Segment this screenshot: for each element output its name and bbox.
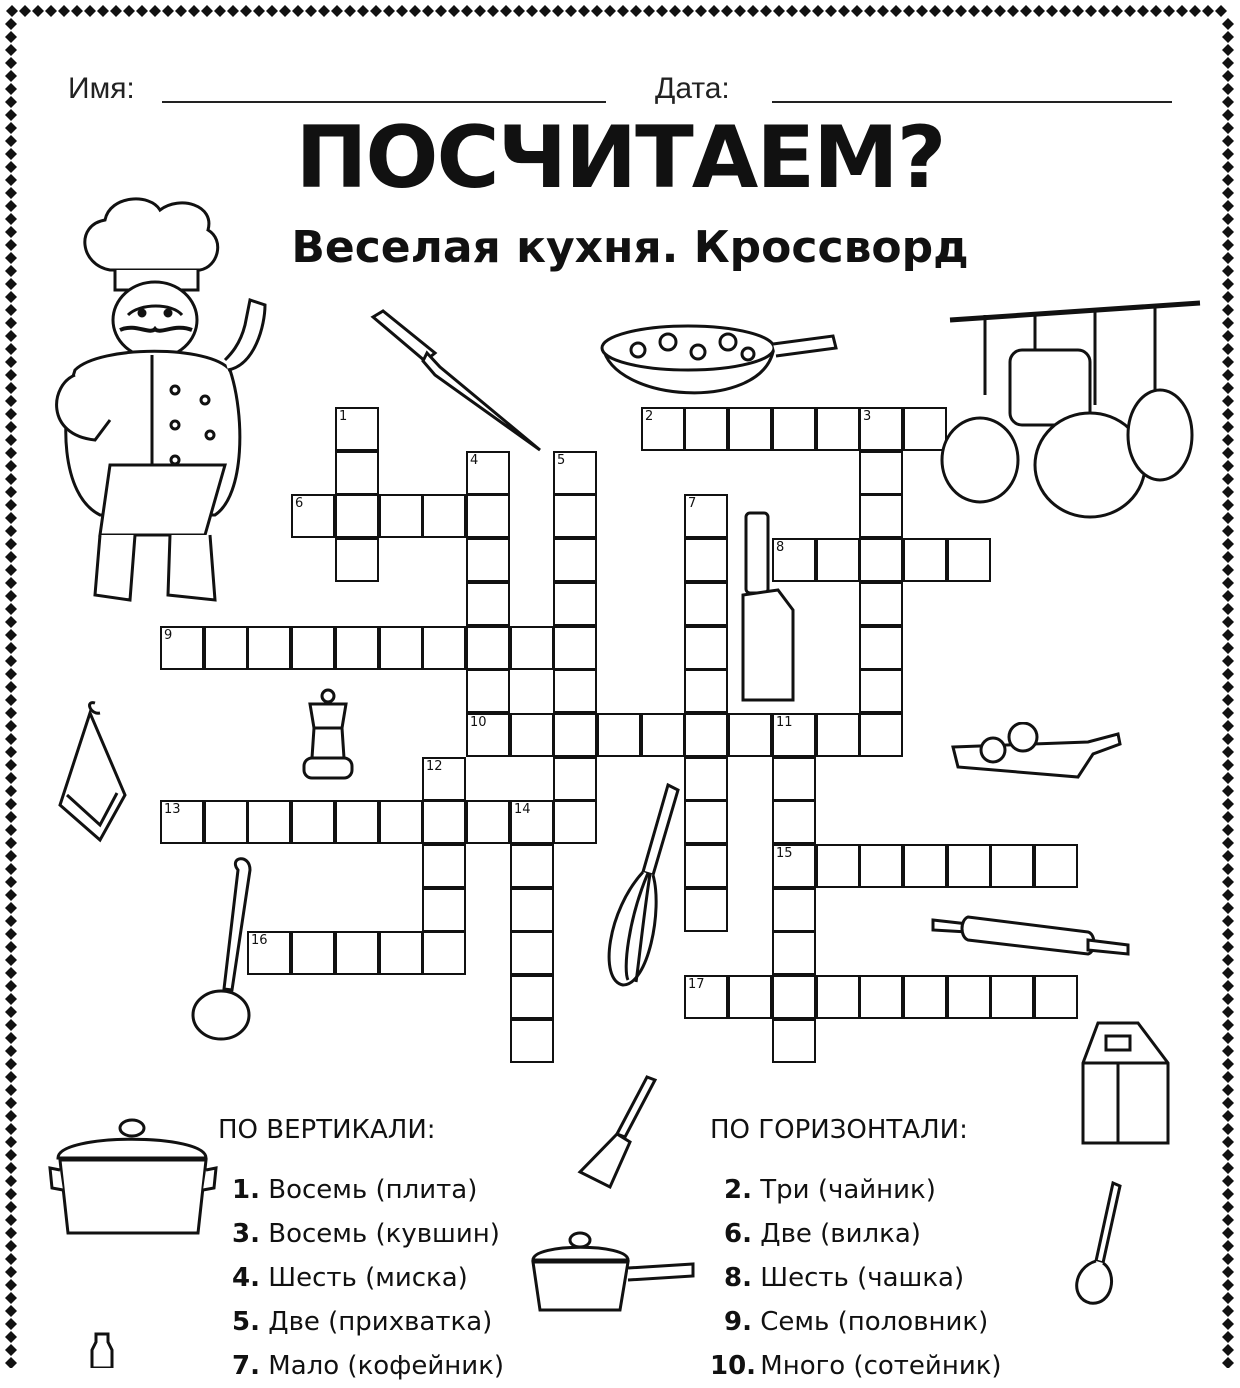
page-subtitle: Веселая кухня. Кроссворд	[291, 222, 969, 273]
crossword-cell[interactable]	[859, 975, 903, 1019]
crossword-cell[interactable]	[859, 626, 903, 670]
crossword-cell[interactable]	[859, 451, 903, 495]
crossword-cell[interactable]	[1034, 975, 1078, 1019]
crossword-cell[interactable]	[335, 494, 379, 538]
cell-number: 17	[688, 977, 705, 992]
crossword-cell[interactable]	[772, 888, 816, 932]
clue-text: Шесть (миска)	[268, 1263, 468, 1293]
crossword-cell[interactable]	[684, 713, 728, 757]
crossword-cell[interactable]	[684, 538, 728, 582]
crossword-cell[interactable]	[466, 451, 510, 495]
cell-number: 12	[426, 759, 443, 774]
cell-number: 8	[776, 540, 785, 555]
crossword-cell[interactable]	[816, 538, 860, 582]
clue-number: 2.	[724, 1175, 752, 1205]
crossword-cell[interactable]	[903, 975, 947, 1019]
crossword-cell[interactable]	[903, 844, 947, 888]
down-clue	[228, 1212, 504, 1256]
crossword-cell[interactable]	[466, 669, 510, 713]
crossword-cell[interactable]	[947, 844, 991, 888]
clue-number: 8.	[724, 1263, 752, 1293]
crossword-cell[interactable]	[684, 888, 728, 932]
down-clue	[228, 1300, 504, 1344]
crossword-cell[interactable]	[335, 626, 379, 670]
crossword-cell[interactable]	[422, 626, 466, 670]
crossword-cell[interactable]	[684, 626, 728, 670]
crossword-cell[interactable]	[422, 844, 466, 888]
crossword-cell[interactable]	[990, 975, 1034, 1019]
crossword-cell[interactable]	[510, 931, 554, 975]
crossword-cell[interactable]	[859, 669, 903, 713]
crossword-cell[interactable]	[641, 407, 685, 451]
crossword-cell[interactable]	[947, 538, 991, 582]
down-clue	[228, 1168, 504, 1212]
crossword-cell[interactable]	[728, 713, 772, 757]
crossword-cell[interactable]	[816, 713, 860, 757]
crossword-cell[interactable]	[291, 626, 335, 670]
crossword-cell[interactable]	[553, 669, 597, 713]
crossword-cell[interactable]	[160, 626, 204, 670]
crossword-cell[interactable]	[510, 626, 554, 670]
crossword-cell[interactable]	[379, 931, 423, 975]
crossword-cell[interactable]	[903, 538, 947, 582]
crossword-cell[interactable]	[772, 975, 816, 1019]
crossword-cell[interactable]	[335, 931, 379, 975]
clue-number: 7.	[232, 1351, 260, 1381]
crossword-cell[interactable]	[466, 538, 510, 582]
crossword-cell[interactable]	[422, 757, 466, 801]
across-clue	[710, 1212, 1002, 1256]
knife-illustration	[365, 305, 550, 455]
clue-number: 4.	[232, 1263, 260, 1293]
crossword-cell[interactable]	[816, 844, 860, 888]
crossword-cell[interactable]	[379, 626, 423, 670]
crossword-cell[interactable]	[597, 713, 641, 757]
crossword-cell[interactable]	[859, 844, 903, 888]
cleaver-illustration	[738, 510, 800, 705]
wok-illustration	[598, 312, 843, 412]
ladle-illustration	[188, 855, 263, 1045]
crossword-cell[interactable]	[335, 451, 379, 495]
saucepan-illustration	[528, 1228, 698, 1318]
bottle-illustration	[88, 1330, 118, 1368]
crossword-cell[interactable]	[553, 451, 597, 495]
towel-illustration	[55, 695, 130, 845]
crossword-cell[interactable]	[510, 1019, 554, 1063]
crossword-cell[interactable]	[772, 757, 816, 801]
hanging-pans-illustration	[935, 295, 1205, 525]
crossword-cell[interactable]	[553, 494, 597, 538]
crossword-cell[interactable]	[379, 800, 423, 844]
crossword-cell[interactable]	[510, 888, 554, 932]
crossword-cell[interactable]	[466, 494, 510, 538]
crossword-cell[interactable]	[553, 626, 597, 670]
crossword-cell[interactable]	[466, 582, 510, 626]
clue-text: Восемь (кувшин)	[268, 1219, 500, 1249]
down-clue	[228, 1256, 504, 1300]
crossword-cell[interactable]	[553, 757, 597, 801]
crossword-cell[interactable]	[859, 407, 903, 451]
crossword-cell[interactable]	[859, 713, 903, 757]
clue-text: Шесть (чашка)	[760, 1263, 965, 1293]
crossword-cell[interactable]	[160, 800, 204, 844]
crossword-cell[interactable]	[772, 844, 816, 888]
crossword-cell[interactable]	[466, 713, 510, 757]
crossword-cell[interactable]	[379, 494, 423, 538]
crossword-cell[interactable]	[816, 407, 860, 451]
crossword-cell[interactable]	[553, 800, 597, 844]
crossword-cell[interactable]	[772, 800, 816, 844]
crossword-cell[interactable]	[728, 407, 772, 451]
chef-illustration	[40, 195, 290, 620]
crossword-cell[interactable]	[772, 1019, 816, 1063]
cell-number: 5	[557, 453, 566, 468]
pepper-mill-illustration	[298, 688, 358, 783]
across-clues-list	[710, 1168, 1002, 1388]
crossword-cell[interactable]	[204, 626, 248, 670]
crossword-cell[interactable]	[772, 713, 816, 757]
crossword-cell[interactable]	[422, 888, 466, 932]
crossword-cell[interactable]	[422, 494, 466, 538]
clue-text: Восемь (плита)	[268, 1175, 478, 1205]
clue-text: Три (чайник)	[760, 1175, 936, 1205]
crossword-cell[interactable]	[510, 800, 554, 844]
cell-number: 13	[164, 802, 181, 817]
crossword-cell[interactable]	[684, 757, 728, 801]
crossword-cell[interactable]	[553, 713, 597, 757]
spatula-illustration	[575, 1072, 660, 1192]
crossword-cell[interactable]	[335, 538, 379, 582]
crossword-cell[interactable]	[422, 931, 466, 975]
cell-number: 1	[339, 409, 348, 424]
clue-number: 1.	[232, 1175, 260, 1205]
page-title: ПОСЧИТАЕМ?	[295, 108, 945, 208]
crossword-cell[interactable]	[684, 407, 728, 451]
crossword-cell[interactable]	[684, 669, 728, 713]
clue-text: Две (прихватка)	[268, 1307, 493, 1337]
crossword-cell[interactable]	[772, 407, 816, 451]
across-clue	[710, 1300, 1002, 1344]
crossword-cell[interactable]	[684, 582, 728, 626]
cutting-board-illustration	[948, 722, 1123, 782]
crossword-cell[interactable]	[859, 582, 903, 626]
clue-number: 6.	[724, 1219, 752, 1249]
crossword-cell[interactable]	[684, 494, 728, 538]
pot-illustration	[48, 1108, 218, 1243]
clue-number: 3.	[232, 1219, 260, 1249]
clue-text: Две (вилка)	[760, 1219, 921, 1249]
down-clues-list	[228, 1168, 504, 1388]
clue-number: 10.	[710, 1351, 757, 1381]
crossword-cell[interactable]	[466, 800, 510, 844]
crossword-cell[interactable]	[553, 538, 597, 582]
cell-number: 4	[470, 453, 479, 468]
date-label: Дата:	[655, 72, 730, 105]
crossword-cell[interactable]	[510, 975, 554, 1019]
crossword-cell[interactable]	[247, 626, 291, 670]
crossword-cell[interactable]	[1034, 844, 1078, 888]
cell-number: 2	[645, 409, 654, 424]
crossword-cell[interactable]	[816, 975, 860, 1019]
cell-number: 6	[295, 496, 304, 511]
crossword-cell[interactable]	[728, 975, 772, 1019]
cell-number: 11	[776, 715, 793, 730]
crossword-cell[interactable]	[859, 494, 903, 538]
across-clues-heading: ПО ГОРИЗОНТАЛИ:	[710, 1115, 968, 1145]
down-clue	[228, 1344, 504, 1388]
crossword-cell[interactable]	[553, 582, 597, 626]
crossword-cell[interactable]	[247, 800, 291, 844]
cell-number: 9	[164, 628, 173, 643]
skimmer-illustration	[1068, 1178, 1128, 1308]
crossword-cell[interactable]	[291, 800, 335, 844]
cell-number: 15	[776, 846, 793, 861]
crossword-cell[interactable]	[335, 800, 379, 844]
crossword-cell[interactable]	[510, 844, 554, 888]
grater-illustration	[1078, 1018, 1176, 1150]
crossword-cell[interactable]	[772, 931, 816, 975]
crossword-cell[interactable]	[990, 844, 1034, 888]
crossword-cell[interactable]	[291, 931, 335, 975]
down-clues-heading: ПО ВЕРТИКАЛИ:	[218, 1115, 436, 1145]
clue-text: Семь (половник)	[760, 1307, 989, 1337]
crossword-cell[interactable]	[684, 975, 728, 1019]
crossword-cell[interactable]	[422, 800, 466, 844]
cell-number: 16	[251, 933, 268, 948]
cell-number: 10	[470, 715, 487, 730]
crossword-cell[interactable]	[466, 626, 510, 670]
clue-text: Мало (кофейник)	[268, 1351, 505, 1381]
name-label: Имя:	[68, 72, 135, 105]
clue-number: 5.	[232, 1307, 260, 1337]
crossword-cell[interactable]	[291, 494, 335, 538]
crossword-cell[interactable]	[947, 975, 991, 1019]
crossword-cell[interactable]	[859, 538, 903, 582]
clue-number: 9.	[724, 1307, 752, 1337]
crossword-cell[interactable]	[204, 800, 248, 844]
whisk-illustration	[598, 780, 688, 990]
crossword-cell[interactable]	[641, 713, 685, 757]
crossword-cell[interactable]	[510, 713, 554, 757]
cell-number: 7	[688, 496, 697, 511]
across-clue	[710, 1344, 1002, 1388]
across-clue	[710, 1256, 1002, 1300]
rolling-pin-illustration	[928, 912, 1133, 962]
crossword-cell[interactable]	[684, 800, 728, 844]
cell-number: 3	[863, 409, 872, 424]
clue-text: Много (сотейник)	[760, 1351, 1002, 1381]
crossword-cell[interactable]	[684, 844, 728, 888]
cell-number: 14	[514, 802, 531, 817]
across-clue	[710, 1168, 1002, 1212]
